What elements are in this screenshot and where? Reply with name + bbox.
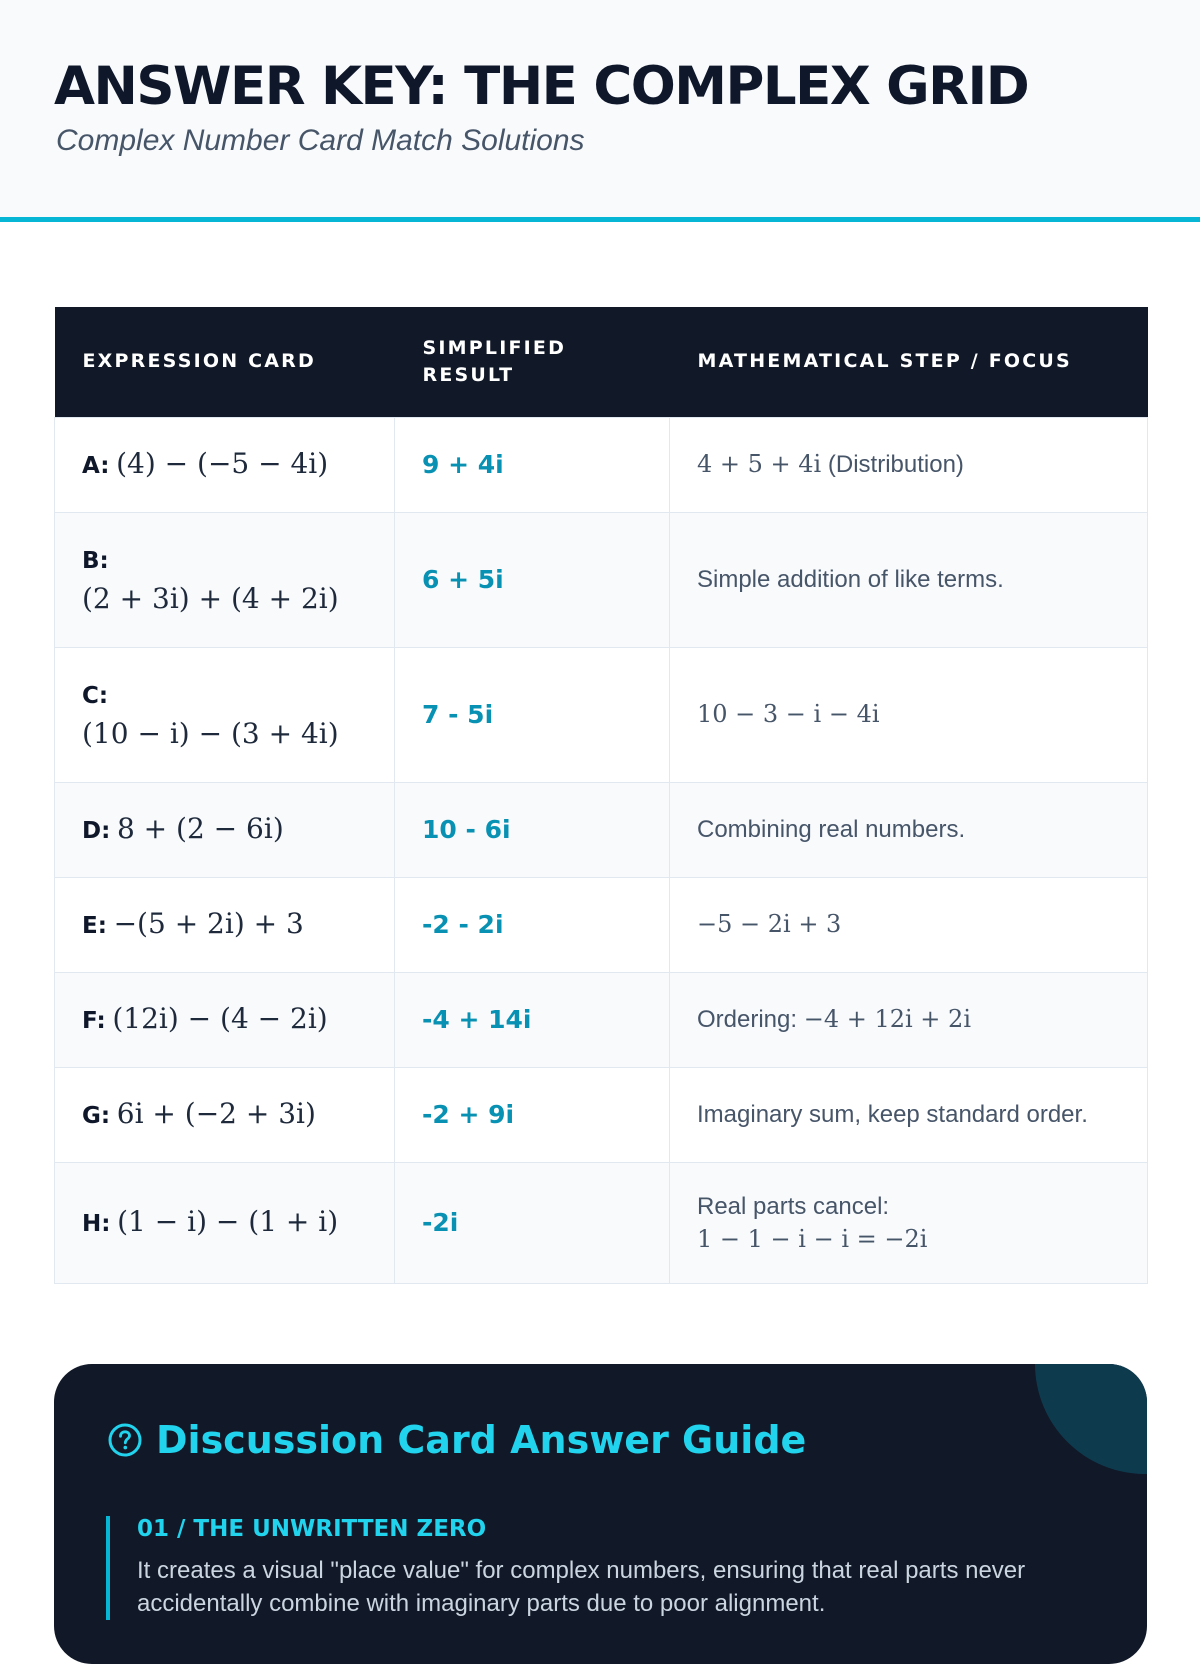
step-math: 10 − 3 − i − 4i — [697, 700, 880, 728]
guide-item — [106, 1516, 1127, 1620]
step-text: Imaginary sum, keep standard order. — [697, 1101, 1088, 1128]
step-cell — [670, 1067, 1148, 1162]
step-cell — [670, 512, 1148, 647]
card-expression: 6i + (−2 + 3i) — [116, 1096, 316, 1130]
simplified-result: 7 - 5i — [422, 700, 494, 729]
table-row — [55, 417, 1148, 512]
column-header-result: SIMPLIFIED RESULT — [395, 307, 670, 417]
result-cell — [395, 417, 670, 512]
step-text: Ordering: — [697, 1006, 798, 1033]
card-label: C: — [82, 682, 109, 709]
step-text: (Distribution) — [827, 451, 964, 478]
page-subtitle: Complex Number Card Match Solutions — [56, 124, 585, 157]
step-math: 1 − 1 − i − i = −2i — [697, 1224, 928, 1253]
table-row — [55, 1067, 1148, 1162]
page-title: ANSWER KEY: THE COMPLEX GRID — [54, 56, 1029, 117]
step-cell — [670, 417, 1148, 512]
answer-table — [54, 307, 1148, 1284]
guide-title: Discussion Card Answer Guide — [156, 1418, 807, 1462]
expression-cell — [55, 647, 395, 782]
table-row — [55, 972, 1148, 1067]
card-label: B: — [82, 547, 109, 574]
expression-cell — [55, 512, 395, 647]
result-cell — [395, 1067, 670, 1162]
step-cell — [670, 972, 1148, 1067]
result-cell — [395, 512, 670, 647]
result-cell — [395, 782, 670, 877]
card-label: F: — [82, 1007, 106, 1034]
step-text: Combining real numbers. — [697, 816, 966, 843]
step-math: −4 + 12i + 2i — [803, 1005, 971, 1033]
card-label: E: — [82, 912, 107, 939]
column-header-step: MATHEMATICAL STEP / FOCUS — [670, 307, 1148, 417]
question-circle-icon — [108, 1423, 142, 1457]
step-cell — [670, 647, 1148, 782]
simplified-result: -2 + 9i — [422, 1100, 515, 1129]
result-cell — [395, 1162, 670, 1283]
simplified-result: 9 + 4i — [422, 450, 504, 479]
table-header-row — [55, 307, 1148, 417]
table-row — [55, 1162, 1148, 1283]
card-expression: (2 + 3i) + (4 + 2i) — [82, 581, 339, 615]
discussion-guide-panel — [54, 1364, 1147, 1664]
expression-cell — [55, 877, 395, 972]
result-cell — [395, 877, 670, 972]
column-header-expression: EXPRESSION CARD — [55, 307, 395, 417]
expression-cell — [55, 1067, 395, 1162]
card-expression: 8 + (2 − 6i) — [116, 811, 284, 845]
card-label: D: — [82, 817, 111, 844]
step-cell — [670, 782, 1148, 877]
expression-cell — [55, 1162, 395, 1283]
step-text: Real parts cancel: — [697, 1192, 890, 1220]
step-math: −5 − 2i + 3 — [697, 910, 842, 938]
card-expression: (1 − i) − (1 + i) — [117, 1204, 339, 1238]
table-row — [55, 782, 1148, 877]
table-row — [55, 512, 1148, 647]
step-math: 4 + 5 + 4i — [697, 450, 822, 478]
answer-table-container — [54, 307, 1147, 1284]
simplified-result: -4 + 14i — [422, 1005, 532, 1034]
card-expression: (4) − (−5 − 4i) — [116, 446, 329, 480]
simplified-result: -2i — [422, 1208, 459, 1237]
card-expression: (10 − i) − (3 + 4i) — [82, 716, 339, 750]
card-expression: (12i) − (4 − 2i) — [112, 1001, 328, 1035]
result-cell — [395, 972, 670, 1067]
guide-heading — [108, 1418, 806, 1462]
result-cell — [395, 647, 670, 782]
card-label: H: — [82, 1210, 111, 1237]
guide-item-title: 01 / THE UNWRITTEN ZERO — [137, 1516, 487, 1542]
decorative-circle — [1035, 1364, 1147, 1474]
card-label: G: — [82, 1102, 111, 1129]
page-header — [0, 0, 1200, 222]
expression-cell — [55, 972, 395, 1067]
card-expression: −(5 + 2i) + 3 — [113, 906, 304, 940]
step-cell — [670, 877, 1148, 972]
simplified-result: -2 - 2i — [422, 910, 504, 939]
expression-cell — [55, 782, 395, 877]
simplified-result: 6 + 5i — [422, 565, 504, 594]
table-row — [55, 877, 1148, 972]
step-cell — [670, 1162, 1148, 1283]
guide-item-text: It creates a visual "place value" for complex numbers, ensuring that real parts never accidentally combine with imaginary parts due to poor alignment. — [137, 1557, 1026, 1617]
simplified-result: 10 - 6i — [422, 815, 511, 844]
table-row — [55, 647, 1148, 782]
card-label: A: — [82, 452, 110, 479]
expression-cell — [55, 417, 395, 512]
step-text: Simple addition of like terms. — [697, 566, 1004, 593]
